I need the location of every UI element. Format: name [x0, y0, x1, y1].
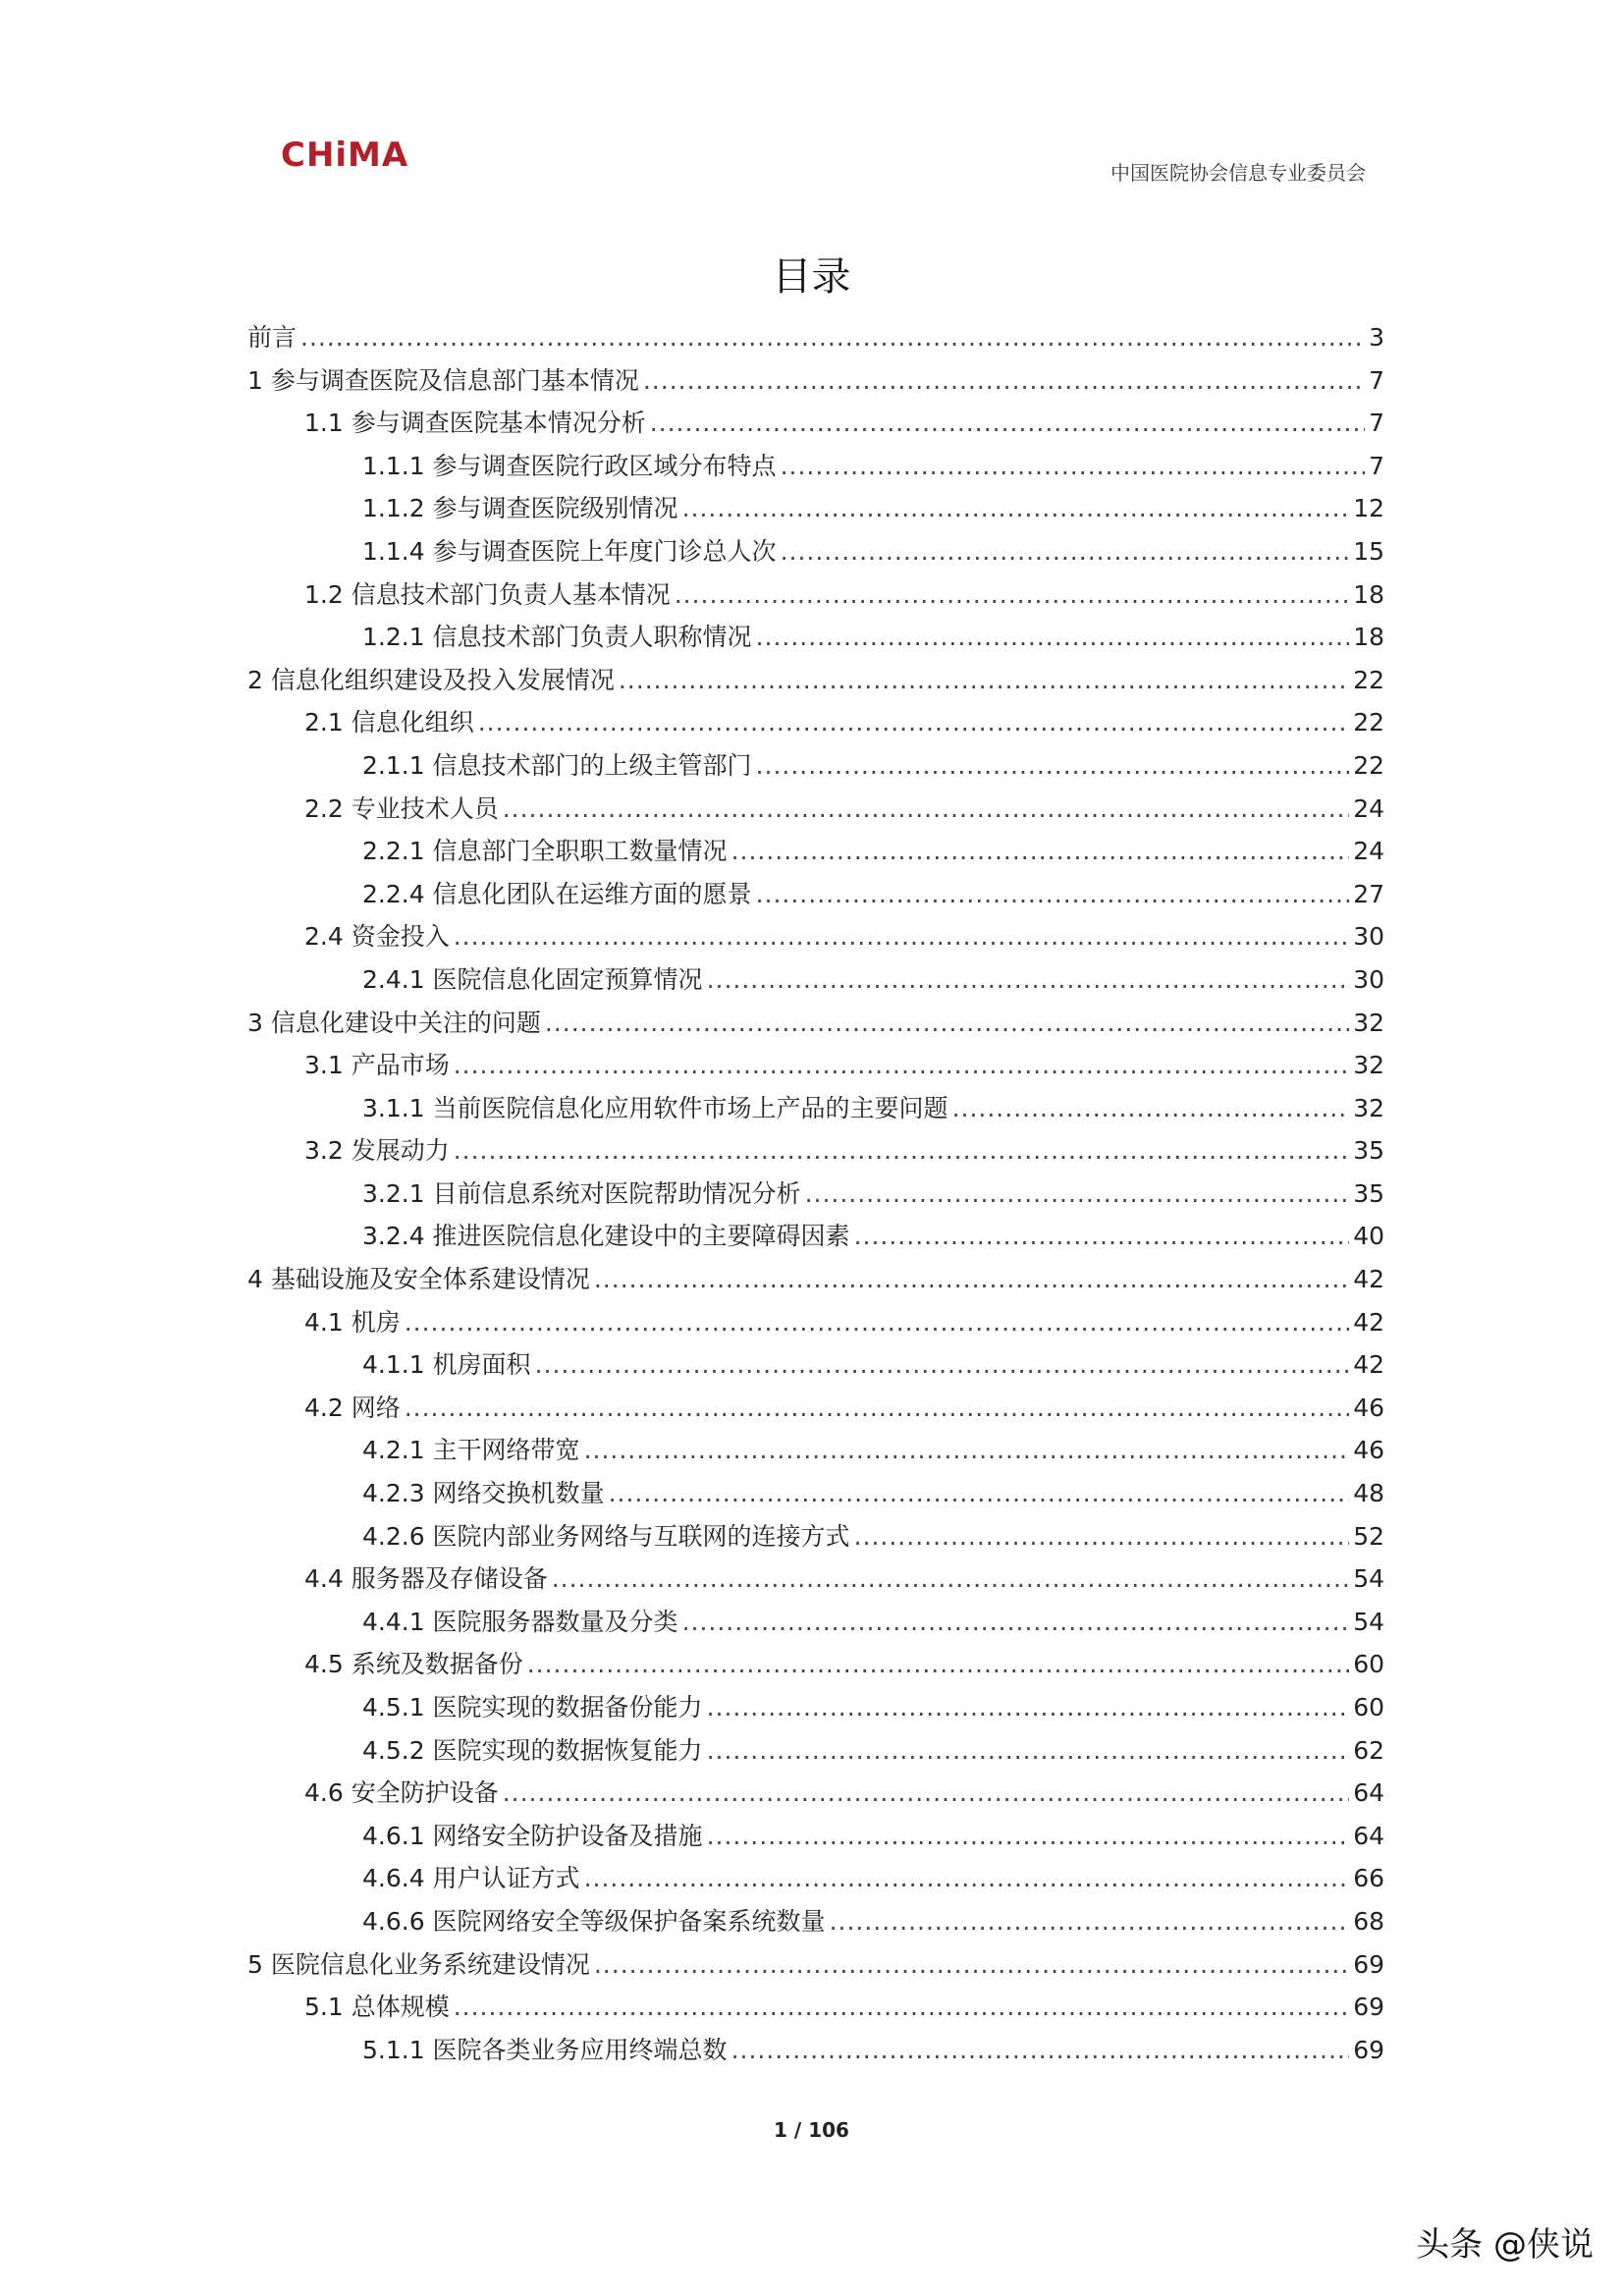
dot-leader — [584, 1429, 1350, 1472]
dot-leader — [300, 316, 1365, 359]
dot-leader — [643, 359, 1365, 403]
dot-leader — [503, 788, 1349, 831]
toc-entry[interactable] — [247, 659, 1384, 702]
toc-entry-page-number: 30 — [1353, 922, 1384, 952]
toc-entry-page-number: 24 — [1353, 837, 1384, 866]
toc-entry-page-number: 7 — [1369, 451, 1384, 480]
toc-entry-title: 4.1 机房 — [304, 1307, 401, 1337]
toc-entry-page-number: 35 — [1353, 1136, 1384, 1166]
toc-entry[interactable] — [247, 1857, 1384, 1900]
toc-entry[interactable] — [247, 1087, 1384, 1130]
toc-entry-page-number: 66 — [1353, 1864, 1384, 1893]
toc-entry-page-number: 18 — [1353, 623, 1384, 652]
dot-leader — [675, 574, 1349, 617]
dot-leader — [707, 1729, 1350, 1773]
page-indicator: 1 / 106 — [774, 2118, 849, 2142]
toc-entry[interactable] — [247, 1215, 1384, 1258]
dot-leader — [594, 1943, 1349, 1987]
dot-leader — [731, 830, 1350, 873]
toc-entry-title: 3.2.1 目前信息系统对医院帮助情况分析 — [362, 1178, 801, 1208]
toc-entry-title: 1.1.1 参与调查医院行政区域分布特点 — [362, 451, 777, 480]
toc-entry[interactable] — [247, 359, 1384, 403]
toc-entry-page-number: 42 — [1353, 1307, 1384, 1337]
toc-entry-title: 3.2.4 推进医院信息化建设中的主要障碍因素 — [362, 1222, 850, 1251]
dot-leader — [527, 1643, 1349, 1686]
toc-entry-title: 1.1.4 参与调查医院上年度门诊总人次 — [362, 536, 777, 566]
toc-entry[interactable] — [247, 1943, 1384, 1987]
toc-entry-title: 4.6.6 医院网络安全等级保护备案系统数量 — [362, 1906, 826, 1936]
toc-entry-page-number: 22 — [1353, 750, 1384, 780]
toc-entry[interactable] — [247, 1173, 1384, 1216]
toc-entry-page-number: 60 — [1353, 1650, 1384, 1679]
toc-entry-page-number: 69 — [1353, 2035, 1384, 2064]
toc-entry[interactable] — [247, 1002, 1384, 1045]
toc-entry-page-number: 22 — [1353, 708, 1384, 738]
dot-leader — [854, 1215, 1350, 1258]
toc-entry[interactable] — [247, 402, 1384, 445]
toc-entry-page-number: 7 — [1369, 365, 1384, 395]
toc-entry-page-number: 30 — [1353, 964, 1384, 994]
toc-entry-title: 2.4 资金投入 — [304, 922, 450, 952]
dot-leader — [756, 873, 1350, 916]
toc-entry[interactable] — [247, 1301, 1384, 1344]
toc-entry-page-number: 46 — [1353, 1393, 1384, 1422]
toc-entry-title: 4.5.1 医院实现的数据备份能力 — [362, 1693, 703, 1722]
toc-entry[interactable] — [247, 487, 1384, 530]
toc-entry-page-number: 15 — [1353, 536, 1384, 566]
toc-entry[interactable] — [247, 1258, 1384, 1301]
toc-entry[interactable] — [247, 445, 1384, 488]
toc-entry-page-number: 24 — [1353, 793, 1384, 823]
dot-leader — [854, 1515, 1350, 1558]
toc-entry-title: 2 信息化组织建设及投入发展情况 — [247, 665, 615, 694]
toc-entry-page-number: 42 — [1353, 1350, 1384, 1380]
toc-entry-page-number: 69 — [1353, 1949, 1384, 1979]
toc-entry-page-number: 69 — [1353, 1993, 1384, 2022]
toc-entry-page-number: 54 — [1353, 1564, 1384, 1594]
toc-entry-title: 3.1 产品市场 — [304, 1051, 450, 1080]
toc-entry-title: 4.4.1 医院服务器数量及分类 — [362, 1607, 678, 1636]
dot-leader — [650, 402, 1365, 445]
toc-entry[interactable] — [247, 1643, 1384, 1686]
dot-leader — [756, 616, 1350, 659]
table-of-contents — [247, 316, 1384, 2071]
dot-leader — [545, 1002, 1349, 1045]
toc-entry-page-number: 64 — [1353, 1778, 1384, 1808]
dot-leader — [454, 1044, 1349, 1087]
toc-entry-page-number: 42 — [1353, 1265, 1384, 1294]
toc-entry-page-number: 32 — [1353, 1008, 1384, 1037]
toc-entry-page-number: 32 — [1353, 1051, 1384, 1080]
toc-entry-title: 2.1.1 信息技术部门的上级主管部门 — [362, 750, 752, 780]
toc-entry[interactable] — [247, 1429, 1384, 1472]
dot-leader — [781, 445, 1366, 488]
toc-entry-page-number: 54 — [1353, 1607, 1384, 1636]
toc-entry-page-number: 48 — [1353, 1479, 1384, 1508]
page-title: 目录 — [772, 254, 851, 300]
toc-entry-title: 4.6 安全防护设备 — [304, 1778, 499, 1808]
toc-entry[interactable] — [247, 616, 1384, 659]
toc-entry[interactable] — [247, 530, 1384, 574]
dot-leader — [830, 1900, 1350, 1943]
toc-entry-title: 5.1 总体规模 — [304, 1993, 450, 2022]
toc-entry[interactable] — [247, 1343, 1384, 1387]
toc-entry[interactable] — [247, 744, 1384, 788]
toc-entry[interactable] — [247, 1472, 1384, 1515]
toc-entry[interactable] — [247, 1601, 1384, 1644]
toc-entry[interactable] — [247, 701, 1384, 744]
toc-entry-title: 1.1.2 参与调查医院级别情况 — [362, 494, 678, 523]
chima-logo: CHiMA — [281, 136, 409, 175]
toc-entry-title: 2.4.1 医院信息化固定预算情况 — [362, 964, 703, 994]
toc-entry-page-number: 68 — [1353, 1906, 1384, 1936]
toc-entry[interactable] — [247, 574, 1384, 617]
dot-leader — [503, 1772, 1349, 1815]
toc-entry[interactable] — [247, 873, 1384, 916]
dot-leader — [781, 530, 1350, 574]
dot-leader — [682, 487, 1350, 530]
toc-entry-title: 1.1 参与调查医院基本情况分析 — [304, 409, 646, 438]
toc-entry-title: 4.2.6 医院内部业务网络与互联网的连接方式 — [362, 1521, 850, 1551]
dot-leader — [594, 1258, 1349, 1301]
toc-entry-title: 5 医院信息化业务系统建设情况 — [247, 1949, 590, 1979]
organization-name: 中国医院协会信息专业委员会 — [1110, 161, 1366, 185]
toc-entry-page-number: 27 — [1353, 879, 1384, 908]
toc-entry-title: 4 基础设施及安全体系建设情况 — [247, 1265, 590, 1294]
toc-entry-title: 3 信息化建设中关注的问题 — [247, 1008, 541, 1037]
toc-entry-page-number: 46 — [1353, 1436, 1384, 1465]
dot-leader — [682, 1601, 1350, 1644]
toc-entry-title: 4.4 服务器及存储设备 — [304, 1564, 548, 1594]
toc-entry[interactable] — [247, 788, 1384, 831]
toc-entry-title: 4.2 网络 — [304, 1393, 401, 1422]
toc-entry[interactable] — [247, 1815, 1384, 1858]
dot-leader — [584, 1857, 1350, 1900]
toc-entry-page-number: 22 — [1353, 665, 1384, 694]
dot-leader — [805, 1173, 1350, 1216]
dot-leader — [619, 659, 1349, 702]
toc-entry-title: 1.2 信息技术部门负责人基本情况 — [304, 579, 671, 609]
dot-leader — [707, 958, 1350, 1002]
dot-leader — [952, 1087, 1350, 1130]
dot-leader — [405, 1387, 1349, 1430]
toc-entry-title: 3.2 发展动力 — [304, 1136, 450, 1166]
toc-entry-title: 1 参与调查医院及信息部门基本情况 — [247, 365, 639, 395]
dot-leader — [478, 701, 1349, 744]
toc-entry-title: 2.2.4 信息化团队在运维方面的愿景 — [362, 879, 752, 908]
toc-entry-title: 前言 — [247, 323, 298, 352]
toc-entry[interactable] — [247, 830, 1384, 873]
toc-entry-title: 3.1.1 当前医院信息化应用软件市场上产品的主要问题 — [362, 1093, 948, 1122]
toc-entry[interactable] — [247, 1129, 1384, 1173]
dot-leader — [552, 1558, 1349, 1601]
dot-leader — [707, 1815, 1350, 1858]
toc-entry-page-number: 60 — [1353, 1693, 1384, 1722]
dot-leader — [454, 915, 1349, 958]
toc-entry[interactable] — [247, 2029, 1384, 2072]
toc-entry-title: 4.1.1 机房面积 — [362, 1350, 531, 1380]
toc-entry[interactable] — [247, 1558, 1384, 1601]
toc-entry-title: 1.2.1 信息技术部门负责人职称情况 — [362, 623, 752, 652]
toc-entry[interactable] — [247, 1686, 1384, 1729]
toc-entry[interactable] — [247, 915, 1384, 958]
toc-entry[interactable] — [247, 1900, 1384, 1943]
toc-entry-page-number: 18 — [1353, 579, 1384, 609]
toc-entry-page-number: 64 — [1353, 1821, 1384, 1850]
toc-entry-title: 2.2 专业技术人员 — [304, 793, 499, 823]
toc-entry-title: 4.2.3 网络交换机数量 — [362, 1479, 605, 1508]
toc-entry-title: 2.1 信息化组织 — [304, 708, 474, 738]
dot-leader — [535, 1343, 1350, 1387]
dot-leader — [454, 1986, 1349, 2029]
toc-entry-title: 2.2.1 信息部门全职职工数量情况 — [362, 837, 728, 866]
toc-entry-title: 4.6.1 网络安全防护设备及措施 — [362, 1821, 703, 1850]
toc-entry-title: 4.6.4 用户认证方式 — [362, 1864, 580, 1893]
toc-entry[interactable] — [247, 1729, 1384, 1773]
toc-entry-title: 4.5 系统及数据备份 — [304, 1650, 523, 1679]
source-watermark: 头条 @侠说 — [1416, 2225, 1594, 2265]
dot-leader — [731, 2029, 1350, 2072]
toc-entry[interactable] — [247, 316, 1384, 359]
toc-entry-page-number: 52 — [1353, 1521, 1384, 1551]
toc-entry[interactable] — [247, 1387, 1384, 1430]
dot-leader — [609, 1472, 1350, 1515]
toc-entry[interactable] — [247, 1044, 1384, 1087]
toc-entry-title: 4.5.2 医院实现的数据恢复能力 — [362, 1735, 703, 1765]
toc-entry-page-number: 62 — [1353, 1735, 1384, 1765]
toc-entry[interactable] — [247, 1986, 1384, 2029]
toc-entry-page-number: 35 — [1353, 1178, 1384, 1208]
toc-entry-title: 5.1.1 医院各类业务应用终端总数 — [362, 2035, 728, 2064]
toc-entry-page-number: 3 — [1369, 323, 1384, 352]
dot-leader — [405, 1301, 1349, 1344]
toc-entry[interactable] — [247, 1515, 1384, 1558]
toc-entry-page-number: 40 — [1353, 1222, 1384, 1251]
toc-entry-page-number: 7 — [1369, 409, 1384, 438]
toc-entry-title: 4.2.1 主干网络带宽 — [362, 1436, 580, 1465]
toc-entry[interactable] — [247, 958, 1384, 1002]
toc-entry-page-number: 12 — [1353, 494, 1384, 523]
toc-entry[interactable] — [247, 1772, 1384, 1815]
dot-leader — [454, 1129, 1349, 1173]
dot-leader — [707, 1686, 1350, 1729]
toc-entry-page-number: 32 — [1353, 1093, 1384, 1122]
dot-leader — [756, 744, 1350, 788]
